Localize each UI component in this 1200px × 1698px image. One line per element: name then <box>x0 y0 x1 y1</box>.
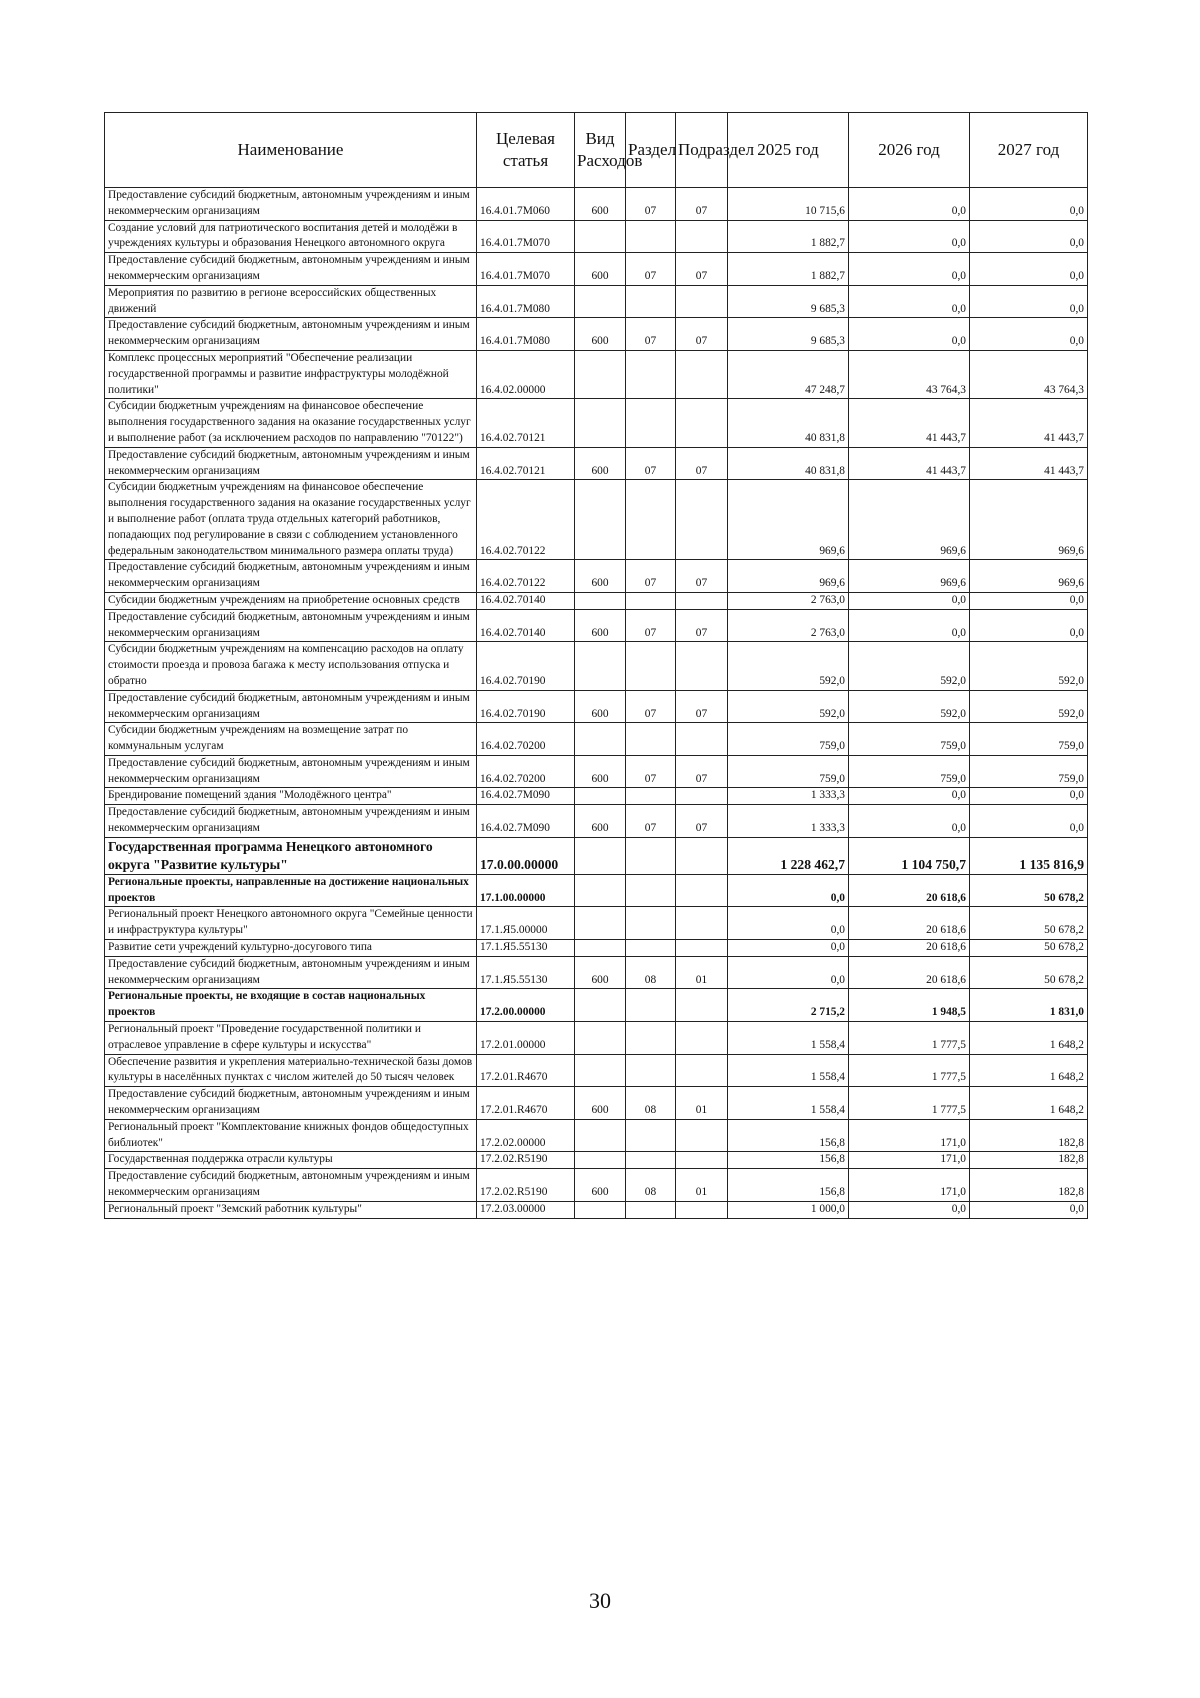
table-row <box>105 690 1088 723</box>
cell-code: 17.2.01.R4670 <box>477 1087 575 1120</box>
cell-vr: 600 <box>575 560 626 593</box>
cell-code: 16.4.02.70122 <box>477 560 575 593</box>
cell-pr <box>676 1201 728 1218</box>
cell-2026: 1 104 750,7 <box>849 837 970 874</box>
cell-2025: 759,0 <box>728 755 849 788</box>
cell-2025: 2 715,2 <box>728 989 849 1022</box>
cell-pr <box>676 837 728 874</box>
cell-2026: 0,0 <box>849 318 970 351</box>
table-row <box>105 1087 1088 1120</box>
cell-2026: 41 443,7 <box>849 447 970 480</box>
table-row <box>105 480 1088 560</box>
table-row <box>105 609 1088 642</box>
cell-2027: 969,6 <box>970 560 1088 593</box>
cell-name: Развитие сети учреждений культурно-досугового типа <box>105 940 477 957</box>
cell-2025: 592,0 <box>728 642 849 690</box>
cell-2025: 1 558,4 <box>728 1054 849 1087</box>
cell-2026: 1 777,5 <box>849 1022 970 1055</box>
cell-2025: 969,6 <box>728 560 849 593</box>
table-row <box>105 447 1088 480</box>
cell-pr: 07 <box>676 609 728 642</box>
cell-name: Региональный проект Ненецкого автономного округа "Семейные ценности и инфраструктура культуры" <box>105 907 477 940</box>
cell-name: Субсидии бюджетным учреждениям на компенсацию расходов на оплату стоимости проезда и провоза багажа к месту использования отпуска и обратно <box>105 642 477 690</box>
cell-2027: 1 648,2 <box>970 1087 1088 1120</box>
cell-2025: 1 882,7 <box>728 253 849 286</box>
cell-2027: 50 678,2 <box>970 874 1088 907</box>
cell-rz <box>626 907 676 940</box>
table-row <box>105 805 1088 838</box>
cell-rz: 07 <box>626 253 676 286</box>
table-header-row <box>105 113 1088 188</box>
cell-name: Мероприятия по развитию в регионе всероссийских общественных движений <box>105 285 477 318</box>
cell-vr <box>575 989 626 1022</box>
cell-2027: 0,0 <box>970 788 1088 805</box>
cell-2027: 0,0 <box>970 592 1088 609</box>
cell-rz <box>626 285 676 318</box>
cell-2026: 0,0 <box>849 609 970 642</box>
cell-code: 17.1.Я5.55130 <box>477 940 575 957</box>
cell-name: Брендирование помещений здания "Молодёжного центра" <box>105 788 477 805</box>
cell-rz <box>626 1119 676 1152</box>
cell-2026: 0,0 <box>849 1201 970 1218</box>
cell-name: Предоставление субсидий бюджетным, автономным учреждениям и иным некоммерческим организациям <box>105 1169 477 1202</box>
header-vr: Вид Расходов <box>575 113 626 188</box>
cell-rz: 07 <box>626 188 676 221</box>
cell-pr <box>676 1119 728 1152</box>
cell-vr <box>575 592 626 609</box>
cell-rz <box>626 480 676 560</box>
cell-rz <box>626 788 676 805</box>
cell-vr <box>575 1054 626 1087</box>
table-row <box>105 1054 1088 1087</box>
cell-rz: 08 <box>626 956 676 989</box>
cell-name: Государственная программа Ненецкого автономного округа "Развитие культуры" <box>105 837 477 874</box>
cell-2025: 47 248,7 <box>728 350 849 398</box>
cell-2025: 156,8 <box>728 1152 849 1169</box>
cell-2026: 1 777,5 <box>849 1087 970 1120</box>
table-body <box>105 188 1088 1219</box>
cell-vr: 600 <box>575 755 626 788</box>
cell-pr: 01 <box>676 956 728 989</box>
cell-2027: 41 443,7 <box>970 399 1088 447</box>
cell-code: 16.4.02.70140 <box>477 592 575 609</box>
cell-name: Создание условий для патриотического воспитания детей и молодёжи в учреждениях культуры и образования Ненецкого автономного округа <box>105 220 477 253</box>
cell-vr <box>575 350 626 398</box>
cell-2027: 50 678,2 <box>970 940 1088 957</box>
cell-pr: 01 <box>676 1169 728 1202</box>
cell-2027: 182,8 <box>970 1119 1088 1152</box>
cell-rz <box>626 837 676 874</box>
table-row <box>105 755 1088 788</box>
cell-code: 16.4.02.7М090 <box>477 805 575 838</box>
table-row <box>105 253 1088 286</box>
cell-2027: 1 648,2 <box>970 1054 1088 1087</box>
cell-code: 17.2.01.00000 <box>477 1022 575 1055</box>
cell-2025: 40 831,8 <box>728 399 849 447</box>
cell-2025: 1 228 462,7 <box>728 837 849 874</box>
header-name: Наименование <box>105 113 477 188</box>
cell-name: Предоставление субсидий бюджетным, автономным учреждениям и иным некоммерческим организациям <box>105 188 477 221</box>
cell-code: 16.4.01.7М060 <box>477 188 575 221</box>
table-row <box>105 592 1088 609</box>
cell-2027: 0,0 <box>970 1201 1088 1218</box>
cell-2027: 759,0 <box>970 755 1088 788</box>
cell-2026: 0,0 <box>849 805 970 838</box>
header-rz: Раздел <box>626 113 676 188</box>
cell-rz: 07 <box>626 805 676 838</box>
cell-pr: 07 <box>676 318 728 351</box>
cell-vr <box>575 642 626 690</box>
cell-pr <box>676 1152 728 1169</box>
cell-pr: 07 <box>676 560 728 593</box>
cell-2025: 969,6 <box>728 480 849 560</box>
cell-2026: 171,0 <box>849 1152 970 1169</box>
cell-2026: 0,0 <box>849 188 970 221</box>
header-2026: 2026 год <box>849 113 970 188</box>
cell-name: Предоставление субсидий бюджетным, автономным учреждениям и иным некоммерческим организациям <box>105 560 477 593</box>
table-row <box>105 1201 1088 1218</box>
cell-pr <box>676 788 728 805</box>
cell-rz <box>626 220 676 253</box>
cell-vr <box>575 1201 626 1218</box>
cell-2025: 1 558,4 <box>728 1087 849 1120</box>
cell-pr <box>676 874 728 907</box>
cell-vr <box>575 285 626 318</box>
cell-name: Предоставление субсидий бюджетным, автономным учреждениям и иным некоммерческим организациям <box>105 755 477 788</box>
cell-rz: 07 <box>626 447 676 480</box>
cell-pr <box>676 642 728 690</box>
cell-pr <box>676 989 728 1022</box>
cell-2026: 20 618,6 <box>849 940 970 957</box>
cell-code: 17.1.Я5.00000 <box>477 907 575 940</box>
cell-code: 17.2.03.00000 <box>477 1201 575 1218</box>
cell-2025: 759,0 <box>728 723 849 756</box>
cell-code: 16.4.01.7М080 <box>477 318 575 351</box>
cell-name: Субсидии бюджетным учреждениям на финансовое обеспечение выполнения государственного задания на оказание государственных услуг и выполнение работ (за исключением расходов по направлению "70122") <box>105 399 477 447</box>
cell-2025: 40 831,8 <box>728 447 849 480</box>
header-code: Целевая статья <box>477 113 575 188</box>
cell-2027: 1 831,0 <box>970 989 1088 1022</box>
cell-2026: 0,0 <box>849 592 970 609</box>
header-pr: Подраздел <box>676 113 728 188</box>
cell-pr: 01 <box>676 1087 728 1120</box>
cell-code: 17.2.00.00000 <box>477 989 575 1022</box>
cell-pr <box>676 907 728 940</box>
cell-pr <box>676 285 728 318</box>
cell-2025: 1 558,4 <box>728 1022 849 1055</box>
cell-name: Предоставление субсидий бюджетным, автономным учреждениям и иным некоммерческим организациям <box>105 956 477 989</box>
cell-rz: 07 <box>626 690 676 723</box>
cell-code: 16.4.02.70121 <box>477 399 575 447</box>
cell-code: 17.2.02.R5190 <box>477 1152 575 1169</box>
cell-pr <box>676 480 728 560</box>
cell-name: Предоставление субсидий бюджетным, автономным учреждениям и иным некоммерческим организациям <box>105 253 477 286</box>
cell-code: 17.1.Я5.55130 <box>477 956 575 989</box>
cell-2027: 1 648,2 <box>970 1022 1088 1055</box>
cell-2025: 0,0 <box>728 874 849 907</box>
cell-vr <box>575 1152 626 1169</box>
cell-2027: 50 678,2 <box>970 956 1088 989</box>
cell-pr <box>676 1022 728 1055</box>
header-2025: 2025 год <box>728 113 849 188</box>
cell-pr <box>676 220 728 253</box>
cell-name: Предоставление субсидий бюджетным, автономным учреждениям и иным некоммерческим организациям <box>105 447 477 480</box>
cell-code: 16.4.02.70121 <box>477 447 575 480</box>
cell-rz <box>626 1054 676 1087</box>
cell-2027: 41 443,7 <box>970 447 1088 480</box>
cell-rz <box>626 350 676 398</box>
cell-pr <box>676 940 728 957</box>
cell-rz <box>626 1201 676 1218</box>
cell-code: 16.4.02.70190 <box>477 642 575 690</box>
cell-2026: 0,0 <box>849 220 970 253</box>
cell-rz: 07 <box>626 318 676 351</box>
cell-code: 16.4.02.7М090 <box>477 788 575 805</box>
cell-2025: 1 882,7 <box>728 220 849 253</box>
table-row <box>105 956 1088 989</box>
cell-2026: 41 443,7 <box>849 399 970 447</box>
table-row <box>105 318 1088 351</box>
table-row <box>105 285 1088 318</box>
cell-2025: 9 685,3 <box>728 318 849 351</box>
cell-2027: 0,0 <box>970 220 1088 253</box>
cell-name: Региональный проект "Комплектование книжных фондов общедоступных библиотек" <box>105 1119 477 1152</box>
cell-2027: 0,0 <box>970 285 1088 318</box>
cell-2027: 0,0 <box>970 805 1088 838</box>
cell-vr <box>575 399 626 447</box>
cell-vr <box>575 907 626 940</box>
cell-rz: 07 <box>626 560 676 593</box>
cell-2026: 969,6 <box>849 560 970 593</box>
table-row <box>105 560 1088 593</box>
table-row <box>105 874 1088 907</box>
page-number: 30 <box>589 1588 611 1613</box>
table-row <box>105 1022 1088 1055</box>
cell-2027: 592,0 <box>970 690 1088 723</box>
cell-2025: 0,0 <box>728 956 849 989</box>
cell-vr: 600 <box>575 447 626 480</box>
cell-pr <box>676 1054 728 1087</box>
cell-2025: 156,8 <box>728 1169 849 1202</box>
cell-vr: 600 <box>575 1087 626 1120</box>
cell-rz: 07 <box>626 755 676 788</box>
cell-rz <box>626 642 676 690</box>
cell-code: 17.2.01.R4670 <box>477 1054 575 1087</box>
cell-2026: 592,0 <box>849 642 970 690</box>
cell-2025: 592,0 <box>728 690 849 723</box>
cell-name: Предоставление субсидий бюджетным, автономным учреждениям и иным некоммерческим организациям <box>105 690 477 723</box>
cell-2027: 759,0 <box>970 723 1088 756</box>
table-row <box>105 837 1088 874</box>
cell-code: 16.4.01.7М070 <box>477 253 575 286</box>
table-row <box>105 788 1088 805</box>
cell-vr: 600 <box>575 1169 626 1202</box>
cell-vr <box>575 1022 626 1055</box>
cell-vr <box>575 837 626 874</box>
cell-code: 16.4.02.70200 <box>477 755 575 788</box>
cell-pr: 07 <box>676 690 728 723</box>
cell-2025: 0,0 <box>728 907 849 940</box>
cell-2026: 43 764,3 <box>849 350 970 398</box>
cell-vr: 600 <box>575 253 626 286</box>
cell-vr <box>575 1119 626 1152</box>
cell-code: 16.4.01.7М080 <box>477 285 575 318</box>
cell-2027: 182,8 <box>970 1169 1088 1202</box>
cell-2027: 0,0 <box>970 609 1088 642</box>
cell-pr: 07 <box>676 755 728 788</box>
cell-code: 16.4.02.00000 <box>477 350 575 398</box>
cell-2025: 156,8 <box>728 1119 849 1152</box>
cell-rz <box>626 723 676 756</box>
cell-2025: 9 685,3 <box>728 285 849 318</box>
cell-name: Предоставление субсидий бюджетным, автономным учреждениям и иным некоммерческим организациям <box>105 1087 477 1120</box>
cell-2026: 1 777,5 <box>849 1054 970 1087</box>
cell-code: 17.0.00.00000 <box>477 837 575 874</box>
cell-vr: 600 <box>575 188 626 221</box>
cell-name: Обеспечение развития и укрепления материально-технической базы домов культуры в населённых пунктах с числом жителей до 50 тысяч человек <box>105 1054 477 1087</box>
cell-2027: 592,0 <box>970 642 1088 690</box>
cell-vr: 600 <box>575 609 626 642</box>
budget-table <box>104 112 1088 1219</box>
cell-2026: 20 618,6 <box>849 907 970 940</box>
table-row <box>105 220 1088 253</box>
cell-pr: 07 <box>676 447 728 480</box>
cell-name: Субсидии бюджетным учреждениям на финансовое обеспечение выполнения государственного задания на оказание государственных услуг и выполнение работ (оплата труда отдельных категорий работников, попадающих под регулирование в связи с соблюдением установленного федеральным законодательством минимального размера оплаты труда) <box>105 480 477 560</box>
cell-2025: 10 715,6 <box>728 188 849 221</box>
cell-code: 16.4.02.70140 <box>477 609 575 642</box>
cell-rz <box>626 940 676 957</box>
cell-2027: 182,8 <box>970 1152 1088 1169</box>
table-row <box>105 940 1088 957</box>
cell-2026: 0,0 <box>849 788 970 805</box>
header-2027: 2027 год <box>970 113 1088 188</box>
table-row <box>105 1119 1088 1152</box>
cell-name: Региональные проекты, направленные на достижение национальных проектов <box>105 874 477 907</box>
cell-pr: 07 <box>676 805 728 838</box>
cell-vr: 600 <box>575 318 626 351</box>
cell-rz <box>626 399 676 447</box>
cell-pr <box>676 592 728 609</box>
cell-2027: 50 678,2 <box>970 907 1088 940</box>
table-row <box>105 188 1088 221</box>
cell-2026: 592,0 <box>849 690 970 723</box>
cell-pr <box>676 723 728 756</box>
cell-rz <box>626 989 676 1022</box>
cell-2026: 20 618,6 <box>849 874 970 907</box>
cell-2026: 969,6 <box>849 480 970 560</box>
cell-code: 16.4.02.70122 <box>477 480 575 560</box>
table-row <box>105 907 1088 940</box>
cell-vr <box>575 874 626 907</box>
cell-name: Региональный проект "Проведение государственной политики и отраслевое управление в сфере культуры и искусства" <box>105 1022 477 1055</box>
cell-vr <box>575 723 626 756</box>
cell-rz: 08 <box>626 1087 676 1120</box>
cell-code: 17.2.02.00000 <box>477 1119 575 1152</box>
cell-name: Субсидии бюджетным учреждениям на возмещение затрат по коммунальным услугам <box>105 723 477 756</box>
cell-name: Региональный проект "Земский работник культуры" <box>105 1201 477 1218</box>
cell-2025: 1 000,0 <box>728 1201 849 1218</box>
cell-2027: 969,6 <box>970 480 1088 560</box>
table-row <box>105 1152 1088 1169</box>
cell-pr: 07 <box>676 253 728 286</box>
cell-2025: 2 763,0 <box>728 609 849 642</box>
table-row <box>105 350 1088 398</box>
cell-2027: 43 764,3 <box>970 350 1088 398</box>
cell-2026: 171,0 <box>849 1169 970 1202</box>
cell-vr <box>575 220 626 253</box>
cell-2025: 2 763,0 <box>728 592 849 609</box>
cell-code: 16.4.02.70200 <box>477 723 575 756</box>
cell-vr <box>575 788 626 805</box>
cell-pr <box>676 350 728 398</box>
cell-rz <box>626 592 676 609</box>
cell-code: 16.4.01.7М070 <box>477 220 575 253</box>
table-row <box>105 989 1088 1022</box>
cell-name: Региональные проекты, не входящие в состав национальных проектов <box>105 989 477 1022</box>
cell-2027: 1 135 816,9 <box>970 837 1088 874</box>
cell-name: Предоставление субсидий бюджетным, автономным учреждениям и иным некоммерческим организациям <box>105 805 477 838</box>
cell-code: 16.4.02.70190 <box>477 690 575 723</box>
cell-vr: 600 <box>575 805 626 838</box>
cell-vr: 600 <box>575 956 626 989</box>
cell-rz <box>626 1022 676 1055</box>
cell-name: Комплекс процессных мероприятий "Обеспечение реализации государственной программы и развитие инфраструктуры молодёжной политики" <box>105 350 477 398</box>
cell-code: 17.2.02.R5190 <box>477 1169 575 1202</box>
table-row <box>105 723 1088 756</box>
cell-2026: 171,0 <box>849 1119 970 1152</box>
cell-pr: 07 <box>676 188 728 221</box>
cell-name: Субсидии бюджетным учреждениям на приобретение основных средств <box>105 592 477 609</box>
cell-2027: 0,0 <box>970 253 1088 286</box>
cell-2027: 0,0 <box>970 318 1088 351</box>
cell-2026: 759,0 <box>849 723 970 756</box>
cell-vr: 600 <box>575 690 626 723</box>
cell-rz: 07 <box>626 609 676 642</box>
cell-2027: 0,0 <box>970 188 1088 221</box>
cell-vr <box>575 940 626 957</box>
cell-2026: 0,0 <box>849 285 970 318</box>
cell-2025: 0,0 <box>728 940 849 957</box>
cell-name: Предоставление субсидий бюджетным, автономным учреждениям и иным некоммерческим организациям <box>105 318 477 351</box>
cell-2026: 0,0 <box>849 253 970 286</box>
cell-2026: 20 618,6 <box>849 956 970 989</box>
cell-2026: 1 948,5 <box>849 989 970 1022</box>
cell-name: Предоставление субсидий бюджетным, автономным учреждениям и иным некоммерческим организациям <box>105 609 477 642</box>
cell-2025: 1 333,3 <box>728 805 849 838</box>
table-row <box>105 642 1088 690</box>
cell-pr <box>676 399 728 447</box>
cell-name: Государственная поддержка отрасли культуры <box>105 1152 477 1169</box>
cell-vr <box>575 480 626 560</box>
cell-rz: 08 <box>626 1169 676 1202</box>
cell-rz <box>626 874 676 907</box>
table-row <box>105 399 1088 447</box>
cell-rz <box>626 1152 676 1169</box>
cell-2025: 1 333,3 <box>728 788 849 805</box>
cell-2026: 759,0 <box>849 755 970 788</box>
table-row <box>105 1169 1088 1202</box>
cell-code: 17.1.00.00000 <box>477 874 575 907</box>
